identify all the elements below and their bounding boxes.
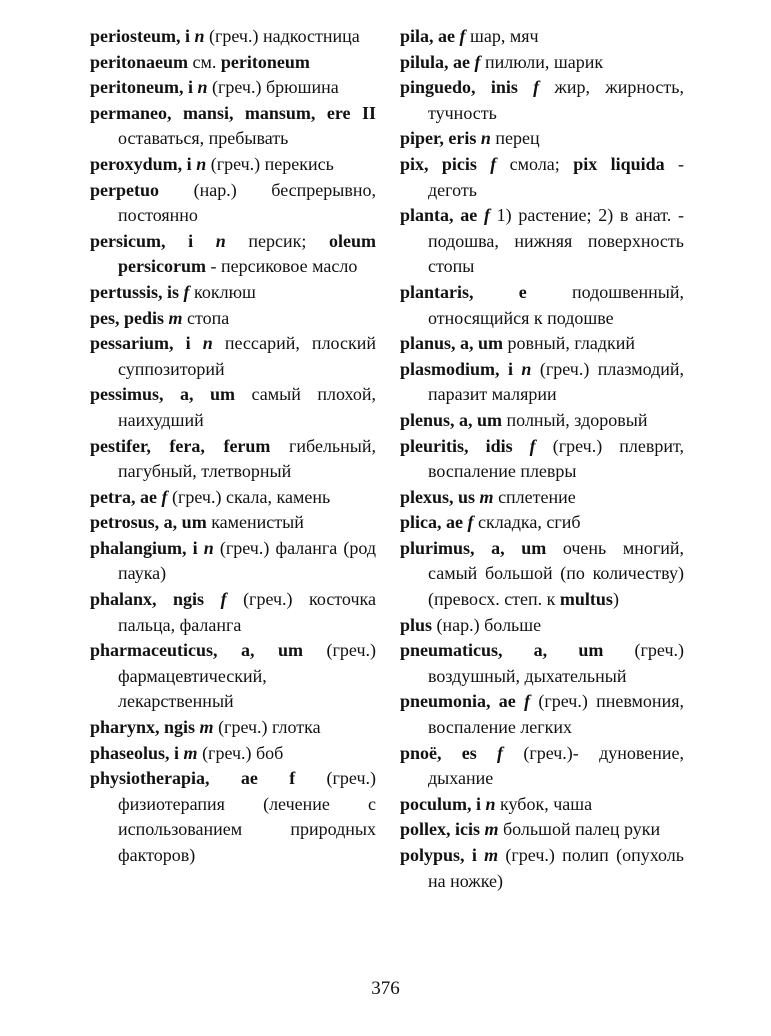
definition: самый плохой, наихудший xyxy=(118,384,376,430)
definition: смола; xyxy=(496,153,574,174)
gender-marker: m xyxy=(195,717,214,738)
gender-marker: m xyxy=(164,307,183,328)
definition: жир, жирность, тучность xyxy=(428,77,684,123)
headword: periosteum, i xyxy=(90,26,190,46)
headword: pollex, icis xyxy=(400,819,480,840)
headword: pessarium, i xyxy=(90,333,191,354)
gender-marker: f xyxy=(517,77,540,98)
headword: phaseolus, i xyxy=(90,742,180,763)
headword: peritonaeum xyxy=(90,51,188,72)
gender-marker: f xyxy=(470,51,481,72)
dictionary-entry xyxy=(90,587,376,638)
headword: pessimus, a, um xyxy=(90,384,236,405)
dictionary-entry xyxy=(400,280,684,331)
definition: (греч.) пневмония, воспаление легких xyxy=(428,691,684,738)
left-column xyxy=(90,24,376,869)
dictionary-entry xyxy=(90,75,376,101)
definition: перец xyxy=(490,128,540,149)
headword: plexus, us xyxy=(400,486,476,507)
dictionary-entry xyxy=(90,536,376,587)
dictionary-entry xyxy=(90,178,376,229)
dictionary-entry xyxy=(90,229,376,280)
dictionary-entry xyxy=(90,741,376,767)
definition: (греч.) косточка пальца, фаланга xyxy=(118,589,376,635)
definition: (греч.) боб xyxy=(197,742,284,763)
gender-marker: f xyxy=(156,486,168,507)
gender-marker: m xyxy=(480,819,499,840)
definition: (греч.) перекись xyxy=(206,153,334,174)
dictionary-entry xyxy=(400,613,684,639)
dictionary-entry xyxy=(400,817,684,843)
dictionary-entry xyxy=(90,382,376,433)
definition: гибельный, пагубный, тлетворный xyxy=(118,435,376,482)
definition-continued: - деготь xyxy=(428,153,685,200)
dictionary-entry xyxy=(400,24,684,50)
gender-marker: n xyxy=(193,77,208,98)
dictionary-entry xyxy=(400,408,684,434)
gender-marker: n xyxy=(197,537,214,558)
dictionary-entry xyxy=(90,280,376,306)
right-column xyxy=(400,24,684,894)
headword: physiotherapia, ae f xyxy=(90,768,296,789)
gender-marker: f xyxy=(476,742,504,763)
definition: кубок, чаша xyxy=(495,793,593,814)
definition: большой палец руки xyxy=(498,819,661,840)
definition: (нар.) больше xyxy=(432,614,542,635)
definition: оставаться, пребывать xyxy=(118,128,289,149)
dictionary-entry xyxy=(90,306,376,332)
headword: phalanx, ngis xyxy=(90,589,205,610)
headword: poculum, i xyxy=(400,793,482,814)
definition: пессарий, плоский суппозиторий xyxy=(118,333,376,379)
dictionary-entry xyxy=(90,434,376,485)
definition: коклюш xyxy=(189,281,256,302)
definition: (греч.) глотка xyxy=(213,717,321,738)
headword: plurimus, a, um xyxy=(400,537,547,558)
definition-continued: - персиковое масло xyxy=(205,256,358,277)
headword: pix, picis xyxy=(400,153,477,174)
dictionary-entry xyxy=(90,485,376,511)
headword: plenus, a, um xyxy=(400,409,503,430)
dictionary-entry xyxy=(400,485,684,511)
headword-secondary: peritoneum xyxy=(220,51,310,72)
dictionary-entry xyxy=(400,75,684,126)
gender-marker: m xyxy=(475,486,494,507)
dictionary-entry xyxy=(90,152,376,178)
dictionary-entry xyxy=(400,792,684,818)
dictionary-entry xyxy=(90,101,376,152)
definition: подошвенный, относящийся к подошве xyxy=(428,281,684,328)
headword-secondary: multus xyxy=(559,589,613,610)
headword: pneumonia, ae xyxy=(400,691,516,712)
definition: (греч.) плеврит, воспаление плевры xyxy=(428,435,684,482)
gender-marker: n xyxy=(190,333,213,354)
headword-secondary: pix liquida xyxy=(573,153,665,174)
headword: plica, ae xyxy=(400,512,463,533)
definition: (греч.)- дуновение, дыхание xyxy=(428,742,684,789)
gender-marker: f xyxy=(476,153,497,174)
gender-marker: f xyxy=(204,589,227,610)
definition: (греч.) физиотерапия (лечение с использованием природных факторов) xyxy=(118,768,376,865)
headword: petrosus, a, um xyxy=(90,512,207,533)
gender-marker: n xyxy=(189,26,205,46)
gender-marker: m xyxy=(476,845,499,865)
gender-marker: f xyxy=(455,26,466,46)
headword: pilula, ae xyxy=(400,51,471,72)
definition: (греч.) воздушный, дыхательный xyxy=(428,640,684,686)
headword: phalangium, i xyxy=(90,537,198,558)
gender-marker: f xyxy=(477,205,490,226)
definition: (греч.) скала, камень xyxy=(167,486,331,507)
headword: piper, eris xyxy=(400,128,477,149)
gender-marker: n xyxy=(476,128,491,149)
dictionary-entry xyxy=(400,152,684,203)
gender-marker: n xyxy=(193,230,226,251)
definition: полный, здоровый xyxy=(502,409,648,430)
definition-continued: ) xyxy=(612,589,619,610)
dictionary-entry xyxy=(400,536,684,613)
definition: каменистый xyxy=(206,512,304,533)
dictionary-entry xyxy=(400,741,684,792)
dictionary-entry xyxy=(90,50,376,76)
headword: plus xyxy=(400,614,433,635)
headword: pleuritis, idis xyxy=(400,435,513,456)
headword: perpetuo xyxy=(90,179,159,200)
definition: см. xyxy=(188,51,221,72)
headword: pertussis, is xyxy=(90,281,180,302)
headword-secondary: oleum persicorum xyxy=(118,230,376,277)
gender-marker: n xyxy=(191,153,207,174)
definition: (греч.) брюшина xyxy=(207,77,339,98)
dictionary-entry xyxy=(400,843,684,894)
headword: pestifer, fera, ferum xyxy=(90,435,271,456)
headword: pneumaticus, a, um xyxy=(400,640,604,661)
definition: (нар.) беспрерывно, постоянно xyxy=(118,179,376,226)
dictionary-entry xyxy=(90,331,376,382)
definition: (греч.) фаланга (род паука) xyxy=(118,537,376,584)
dictionary-entry xyxy=(400,331,684,357)
dictionary-entry xyxy=(90,24,376,50)
gender-marker: f xyxy=(179,281,190,302)
definition: очень многий, самый большой (по количеству) (превосх. степ. к xyxy=(428,537,684,610)
page-number: 376 xyxy=(371,978,400,999)
definition: шар, мяч xyxy=(465,26,539,46)
definition: ровный, гладкий xyxy=(503,333,636,354)
dictionary-entry xyxy=(400,434,684,485)
dictionary-entry xyxy=(400,510,684,536)
headword: plantaris, e xyxy=(400,281,527,302)
definition: стопа xyxy=(182,307,230,328)
definition: сплетение xyxy=(493,486,576,507)
headword: petra, ae xyxy=(90,486,157,507)
definition: (греч.) надкостница xyxy=(204,26,360,46)
gender-marker: f xyxy=(463,512,474,533)
gender-marker: m xyxy=(179,742,198,763)
dictionary-entry xyxy=(400,203,684,280)
headword: polypus, i xyxy=(400,845,477,865)
headword: pharmaceuticus, a, um xyxy=(90,640,304,661)
headword: pinguedo, inis xyxy=(400,77,518,98)
definition: (греч.) фармацевтический, лекарственный xyxy=(118,640,377,712)
gender-marker: f xyxy=(512,435,536,456)
headword: pila, ae xyxy=(400,26,456,46)
dictionary-entry xyxy=(400,357,684,408)
definition: персик; xyxy=(225,230,329,251)
dictionary-entry xyxy=(90,766,376,868)
dictionary-entry xyxy=(90,715,376,741)
headword: pharynx, ngis xyxy=(90,717,196,738)
dictionary-entry xyxy=(400,689,684,740)
headword: peritoneum, i xyxy=(90,77,193,98)
headword: plasmodium, i xyxy=(400,358,513,379)
dictionary-entry xyxy=(400,50,684,76)
definition: 1) растение; 2) в анат. - подошва, нижняя поверхность стопы xyxy=(428,205,684,277)
gender-marker: f xyxy=(515,691,531,712)
headword: permaneo, mansi, mansum, ere II xyxy=(90,102,376,123)
definition: пилюли, шарик xyxy=(480,51,604,72)
dictionary-entry xyxy=(90,638,376,715)
dictionary-entry xyxy=(90,510,376,536)
gender-marker: n xyxy=(481,793,496,814)
definition: (греч.) полип (опухоль на ножке) xyxy=(428,845,684,891)
definition: складка, сгиб xyxy=(473,512,581,533)
headword: planta, ae xyxy=(400,205,478,226)
dictionary-entry xyxy=(400,126,684,152)
definition: (греч.) плазмодий, паразит малярии xyxy=(428,358,685,405)
headword: pes, pedis xyxy=(90,307,165,328)
headword: persicum, i xyxy=(90,230,194,251)
headword: planus, a, um xyxy=(400,333,504,354)
dictionary-entry xyxy=(400,638,684,689)
headword: pnoë, es xyxy=(400,742,477,763)
headword: peroxydum, i xyxy=(90,153,192,174)
gender-marker: n xyxy=(512,358,532,379)
